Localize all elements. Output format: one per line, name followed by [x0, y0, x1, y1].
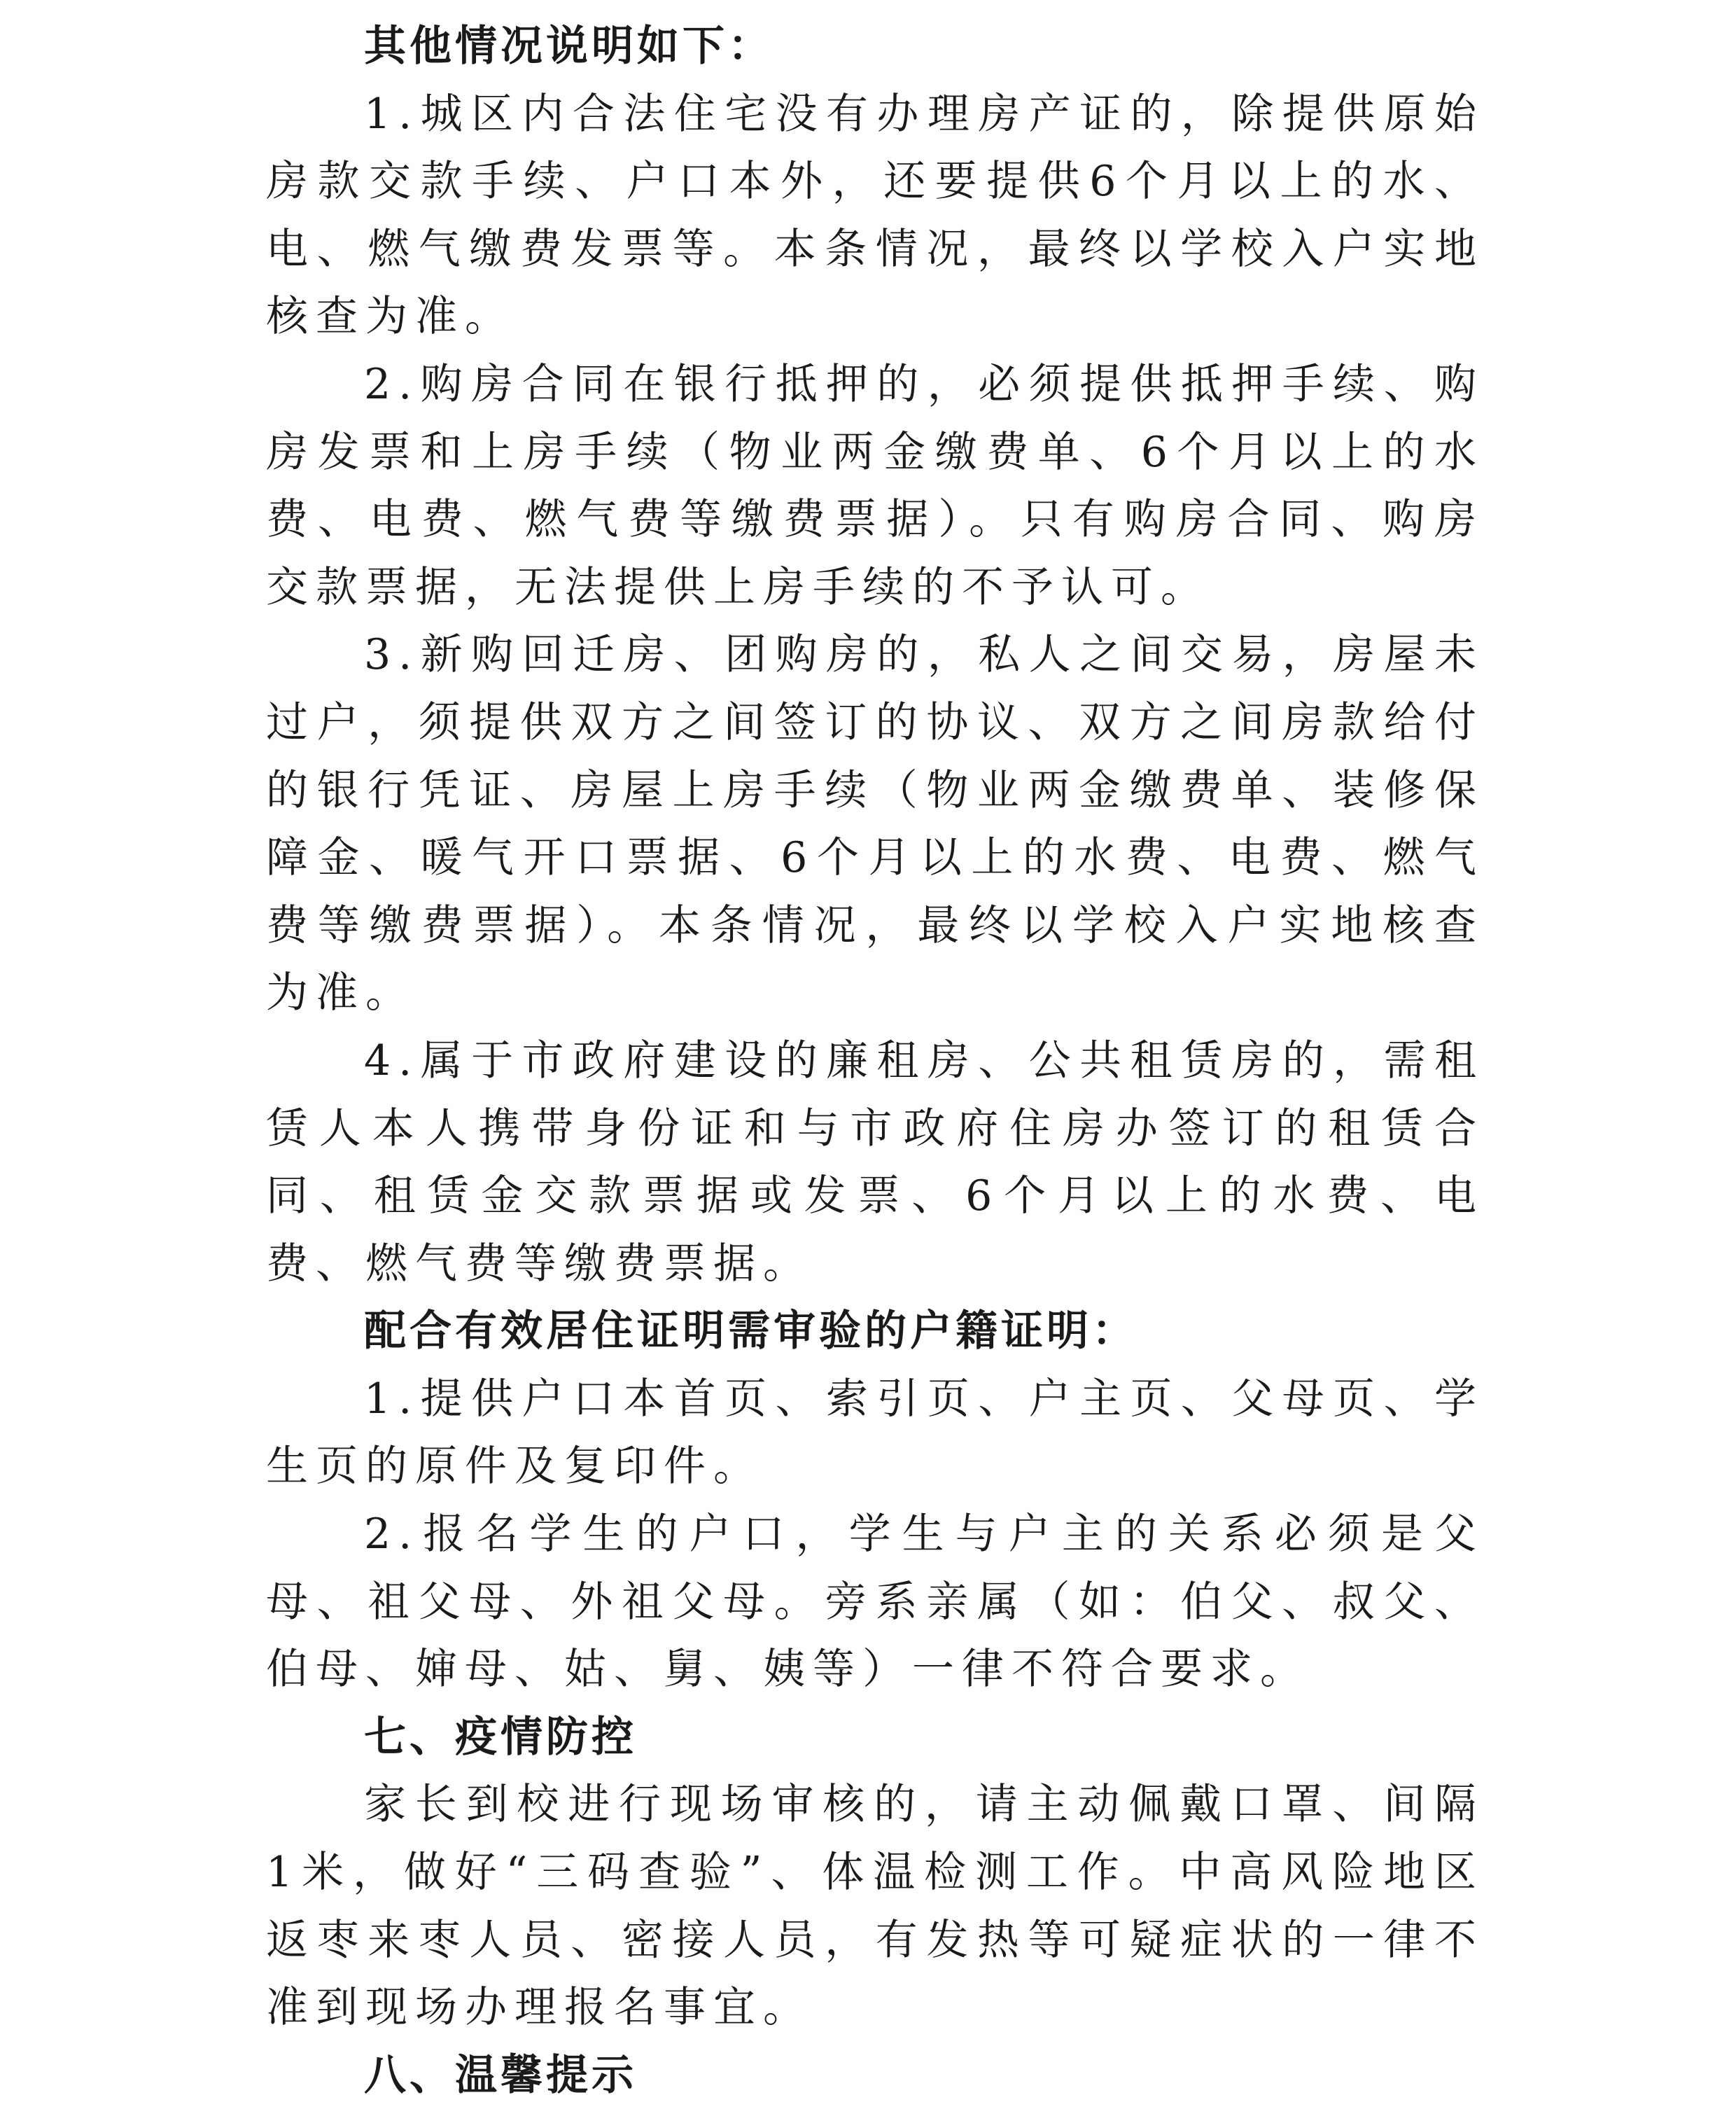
- section-7-heading: 七、疫情防控: [364, 1712, 637, 1762]
- household-item-1: 1.提供户口本首页、索引页、户主页、父母页、学生页的原件及复印件。: [266, 1374, 1484, 1491]
- other-cases-item-2: 2.购房合同在银行抵押的，必须提供抵押手续、购房发票和上房手续（物业两金缴费单、6个月以上的水费、电费、燃气费等缴费票据）。只有购房合同、购房交款票据，无法提供上房手续的不予认可。: [266, 359, 1484, 612]
- document-page: [266, 13, 1484, 2109]
- section-8-heading: 八、温馨提示: [364, 2050, 637, 2100]
- household-item-2: 2.报名学生的户口，学生与户主的关系必须是父母、祖父母、外祖父母。旁系亲属（如：伯父、叔父、伯母、婶母、姑、舅、姨等）一律不符合要求。: [266, 1510, 1484, 1694]
- section-7-body: 家长到校进行现场审核的，请主动佩戴口罩、间隔1米，做好“三码查验”、体温检测工作。中高风险地区返枣来枣人员、密接人员，有发热等可疑症状的一律不准到现场办理报名事宜。: [266, 1780, 1484, 2033]
- other-cases-heading: 其他情况说明如下：: [364, 22, 774, 71]
- other-cases-item-1: 1.城区内合法住宅没有办理房产证的，除提供原始房款交款手续、户口本外，还要提供6个月以上的水、电、燃气缴费发票等。本条情况，最终以学校入户实地核查为准。: [266, 89, 1484, 342]
- other-cases-item-3: 3.新购回迁房、团购房的，私人之间交易，房屋未过户，须提供双方之间签订的协议、双方之间房款给付的银行凭证、房屋上房手续（物业两金缴费单、装修保障金、暖气开口票据、6个月以上的水费、电费、燃气费等缴费票据）。本条情况，最终以学校入户实地核查为准。: [266, 630, 1484, 1018]
- household-heading: 配合有效居住证明需审验的户籍证明：: [364, 1307, 1138, 1356]
- other-cases-item-4: 4.属于市政府建设的廉租房、公共租赁房的，需租赁人本人携带身份证和与市政府住房办签订的租赁合同、租赁金交款票据或发票、6个月以上的水费、电费、燃气费等缴费票据。: [266, 1036, 1484, 1288]
